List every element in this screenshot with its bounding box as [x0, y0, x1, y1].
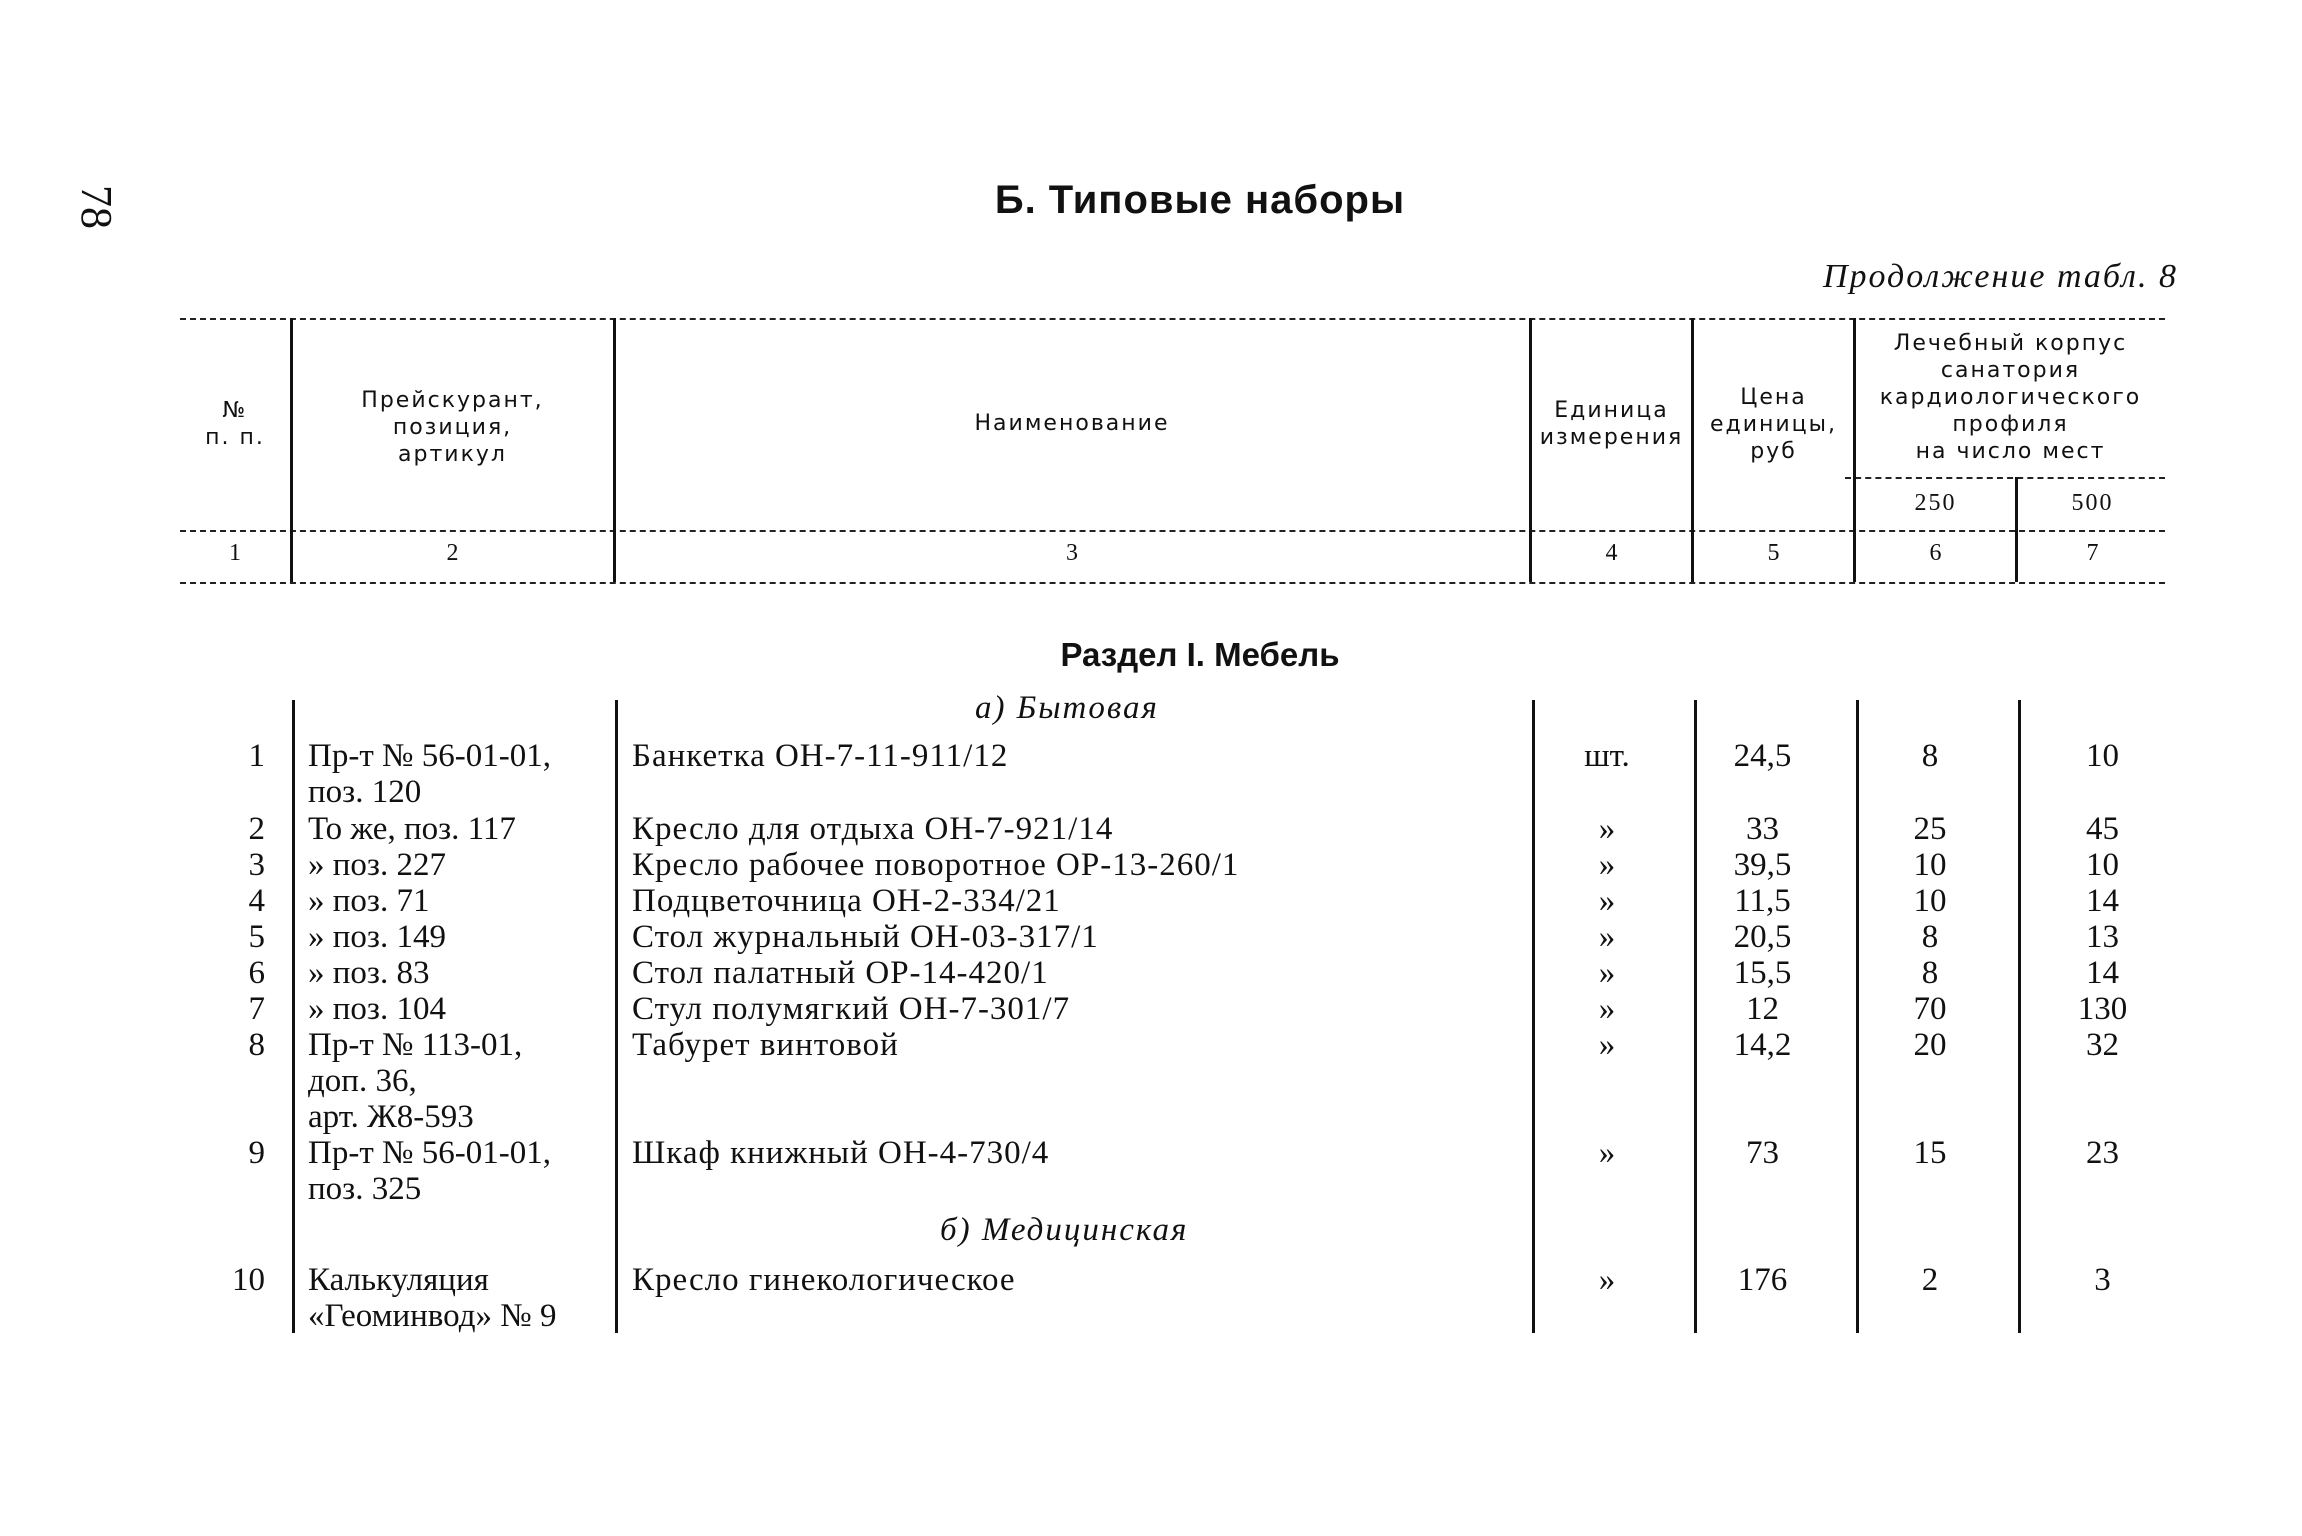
column-number-2: 2: [446, 540, 459, 566]
row-number: 6: [248, 955, 265, 991]
header-col-separator-3: [1529, 318, 1532, 582]
row-unit: »: [1598, 883, 1616, 919]
row-name: Подцветочница ОН-2-334/21: [632, 883, 1061, 919]
row-name: Кресло гинекологическое: [632, 1262, 1016, 1298]
row-qty-500: 23: [2086, 1135, 2119, 1171]
row-qty-250: 8: [1921, 738, 1939, 774]
row-price-list: То же, поз. 117: [308, 811, 516, 847]
row-price-list: Калькуляция «Геоминвод» № 9: [308, 1262, 557, 1334]
column-number-3: 3: [1066, 540, 1078, 566]
header-250: 250: [1914, 490, 1957, 516]
row-qty-500: 32: [2086, 1027, 2119, 1063]
row-qty-250: 10: [1913, 847, 1947, 883]
row-unit: »: [1598, 1135, 1616, 1171]
row-number: 3: [248, 847, 265, 883]
subsection-household: а) Бытовая: [975, 690, 1159, 726]
row-unit: »: [1598, 1262, 1616, 1298]
header-price: Цена единицы, руб: [1709, 385, 1838, 464]
row-unit: »: [1598, 847, 1616, 883]
header-name: Наименование: [974, 411, 1170, 436]
row-unit: »: [1598, 811, 1616, 847]
header-col-separator-6: [2015, 477, 2018, 582]
row-qty-250: 8: [1921, 919, 1939, 955]
row-qty-500: 14: [2086, 955, 2119, 991]
row-unit: »: [1598, 1027, 1616, 1063]
row-unit: »: [1598, 955, 1616, 991]
column-number-4: 4: [1605, 540, 1618, 566]
header-bottom-rule: [180, 582, 2165, 584]
row-number: 5: [248, 919, 265, 955]
row-unit-price: 12: [1746, 991, 1779, 1027]
row-qty-500: 3: [2094, 1262, 2111, 1298]
row-name: Стол журнальный ОН-03-317/1: [632, 919, 1099, 955]
header-col-separator-4: [1691, 318, 1694, 582]
row-qty-500: 14: [2086, 883, 2119, 919]
header-500: 500: [2071, 490, 2114, 516]
row-number: 8: [248, 1027, 265, 1063]
row-qty-250: 15: [1913, 1135, 1947, 1171]
row-unit-price: 15,5: [1733, 955, 1792, 991]
column-number-7: 7: [2086, 540, 2099, 566]
header-num: № п. п.: [205, 398, 265, 450]
row-unit: шт.: [1584, 738, 1630, 774]
row-name: Стул полумягкий ОН-7-301/7: [632, 991, 1071, 1027]
row-price-list: Пр-т № 113-01, доп. 36, арт. Ж8-593: [308, 1027, 523, 1135]
header-pricelist: Прейскурант, позиция, артикул: [361, 388, 544, 467]
row-price-list: » поз. 227: [308, 847, 446, 883]
row-unit-price: 33: [1746, 811, 1779, 847]
page-title: Б. Типовые наборы: [994, 178, 1406, 222]
row-number: 7: [248, 991, 265, 1027]
column-number-6: 6: [1929, 540, 1942, 566]
row-unit-price: 73: [1746, 1135, 1779, 1171]
row-qty-500: 130: [2077, 991, 2128, 1027]
row-qty-500: 45: [2086, 811, 2119, 847]
row-unit-price: 11,5: [1734, 883, 1791, 919]
header-unit: Единица измерения: [1539, 398, 1684, 450]
header-middle-rule: [180, 530, 2165, 532]
row-unit-price: 14,2: [1733, 1027, 1792, 1063]
row-qty-500: 13: [2086, 919, 2119, 955]
page-number: 78: [72, 185, 121, 229]
row-unit-price: 176: [1737, 1262, 1788, 1298]
row-price-list: » поз. 104: [308, 991, 446, 1027]
row-number: 9: [248, 1135, 265, 1171]
row-qty-250: 8: [1921, 955, 1939, 991]
row-unit: »: [1598, 919, 1616, 955]
header-bed-capacity: Лечебный корпус санатория кардиологического профиля на число мест: [1879, 331, 2142, 464]
column-number-1: 1: [229, 540, 241, 566]
row-number: 4: [248, 883, 265, 919]
row-unit-price: 24,5: [1733, 738, 1792, 774]
row-name: Кресло для отдыха ОН-7-921/14: [632, 811, 1114, 847]
row-unit: »: [1598, 991, 1616, 1027]
row-qty-250: 20: [1913, 1027, 1947, 1063]
row-qty-500: 10: [2086, 847, 2119, 883]
section-title: Раздел I. Мебель: [1060, 636, 1340, 673]
row-unit-price: 39,5: [1733, 847, 1792, 883]
row-price-list: » поз. 149: [308, 919, 446, 955]
row-price-list: Пр-т № 56-01-01, поз. 120: [308, 738, 551, 810]
row-price-list: » поз. 83: [308, 955, 430, 991]
header-col-separator-5: [1853, 318, 1856, 582]
row-number: 1: [248, 738, 265, 774]
row-qty-250: 10: [1913, 883, 1947, 919]
row-qty-250: 2: [1921, 1262, 1939, 1298]
row-number: 10: [232, 1262, 265, 1298]
header-col-separator-2: [613, 318, 616, 582]
subsection-medical: б) Медицинская: [940, 1212, 1189, 1248]
body-col-separator-2: [615, 700, 618, 1333]
subheader-rule: [1845, 477, 2165, 479]
row-price-list: Пр-т № 56-01-01, поз. 325: [308, 1135, 551, 1207]
table-continuation-note: Продолжение табл. 8: [1822, 258, 2178, 295]
row-number: 2: [248, 811, 265, 847]
row-name: Шкаф книжный ОН-4-730/4: [632, 1135, 1050, 1171]
row-qty-250: 25: [1913, 811, 1947, 847]
body-col-separator-1: [292, 700, 295, 1333]
row-name: Банкетка ОН-7-11-911/12: [632, 738, 1009, 774]
column-number-5: 5: [1767, 540, 1780, 566]
row-qty-500: 10: [2086, 738, 2119, 774]
row-name: Кресло рабочее поворотное ОР-13-260/1: [632, 847, 1240, 883]
row-price-list: » поз. 71: [308, 883, 430, 919]
row-name: Табурет винтовой: [632, 1027, 899, 1063]
row-qty-250: 70: [1913, 991, 1947, 1027]
row-name: Стол палатный ОР-14-420/1: [632, 955, 1049, 991]
header-top-rule: [180, 318, 2165, 320]
row-unit-price: 20,5: [1733, 919, 1792, 955]
header-col-separator-1: [290, 318, 293, 582]
